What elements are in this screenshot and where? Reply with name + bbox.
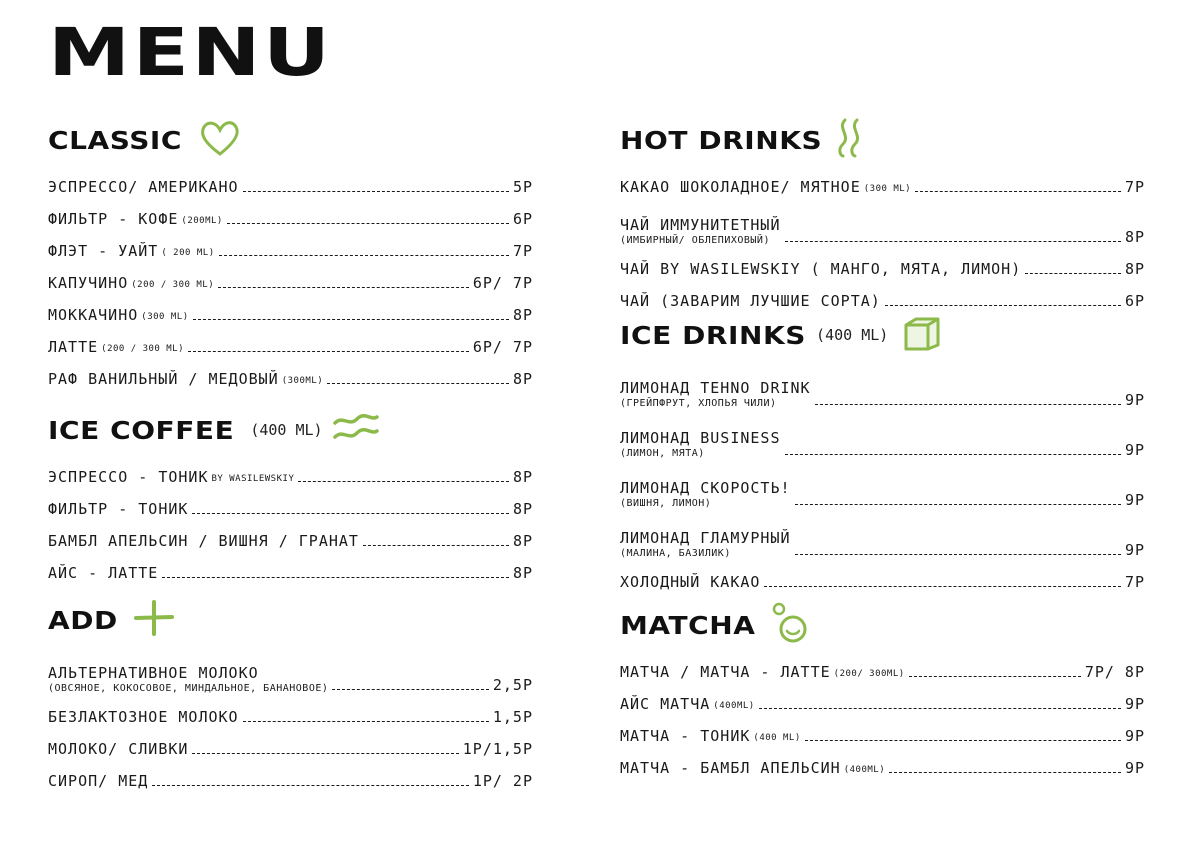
menu-item-price: 8Р [1124, 228, 1145, 246]
menu-item-name: МОЛОКО/ СЛИВКИ [48, 740, 189, 758]
menu-item [620, 713, 1145, 745]
section-ice-drinks [620, 315, 1145, 591]
menu-item-name-row [620, 429, 781, 447]
menu-item [48, 228, 533, 260]
menu-item-name: ФИЛЬТР - КОФЕ [48, 210, 179, 228]
section-header [48, 120, 533, 160]
menu-item-price: 9Р [1124, 441, 1145, 459]
menu-item-name-row [620, 260, 1021, 278]
menu-item-name: ЛИМОНАД BUSINESS [620, 429, 781, 447]
menu-item [620, 278, 1145, 310]
menu-item-price: 6Р/ 7Р [472, 338, 533, 356]
menu-item-name: ЛИМОНАД TEHNO DRINK [620, 379, 811, 397]
menu-item-name: РАФ ВАНИЛЬНЫЙ / МЕДОВЫЙ [48, 370, 279, 388]
menu-item-price: 7Р/ 8Р [1084, 663, 1145, 681]
menu-item-name-row [620, 663, 905, 681]
menu-item-description: (ОВСЯНОЕ, КОКОСОВОЕ, МИНДАЛЬНОЕ, БАНАНОВОЕ) [48, 683, 329, 694]
menu-item-name-row [48, 708, 239, 726]
menu-item-name: ФИЛЬТР - ТОНИК [48, 500, 189, 518]
menu-item-name-row [48, 178, 239, 196]
menu-item-name: АЙС - ЛАТТЕ [48, 564, 159, 582]
section-header [620, 120, 1145, 160]
menu-item-text [620, 292, 881, 310]
section-add [48, 600, 533, 790]
section-header [48, 410, 533, 450]
menu-item-description: (ИМБИРНЫЙ/ ОБЛЕПИХОВЫЙ) [620, 235, 770, 246]
menu-item-name: МАТЧА - ТОНИК [620, 727, 751, 745]
leader-line [805, 740, 1121, 741]
ice-cube-icon [900, 313, 942, 357]
menu-item-text [48, 500, 188, 518]
menu-item-name: ХОЛОДНЫЙ КАКАО [620, 573, 761, 591]
leader-line [218, 287, 469, 288]
menu-item-name-row [620, 573, 760, 591]
section-title: ICE DRINKS [620, 320, 806, 350]
menu-item-text [48, 370, 323, 388]
menu-item-price: 7Р [512, 242, 533, 260]
menu-item [620, 164, 1145, 196]
menu-item-name-row [48, 274, 214, 292]
menu-item-name: ЧАЙ (ЗАВАРИМ ЛУЧШИЕ СОРТА) [620, 292, 881, 310]
leader-line [188, 351, 469, 352]
menu-item-text [620, 663, 905, 681]
menu-item-price: 9Р [1124, 491, 1145, 509]
menu-item-name: ЛАТТЕ [48, 338, 99, 356]
menu-item-volume: (300ML) [281, 376, 324, 386]
menu-item [48, 550, 533, 582]
menu-item-name-row [620, 178, 911, 196]
menu-item [48, 644, 533, 694]
menu-item-volume: (300 ML) [863, 184, 912, 194]
menu-item-name: БЕЗЛАКТОЗНОЕ МОЛОКО [48, 708, 239, 726]
menu-item-price: 9Р [1124, 695, 1145, 713]
menu-item [48, 758, 533, 790]
leader-line [219, 255, 509, 256]
menu-item-name-row [620, 529, 791, 547]
menu-item-volume: (200/ 300ML) [833, 669, 905, 679]
menu-item-price: 9Р [1124, 727, 1145, 745]
menu-item-text [48, 532, 359, 550]
menu-item-text [48, 468, 294, 486]
menu-item-name-row [48, 210, 223, 228]
leader-line [152, 785, 469, 786]
menu-item-name-row [620, 379, 811, 397]
menu-item [620, 359, 1145, 409]
section-matcha [620, 605, 1145, 777]
section-note: (400 ML) [816, 326, 889, 344]
section-title: CLASSIC [48, 125, 183, 155]
menu-item-text [620, 216, 781, 246]
menu-item-name: КАКАО ШОКОЛАДНОЕ/ МЯТНОЕ [620, 178, 861, 196]
leader-line [1025, 273, 1121, 274]
menu-item-text [620, 695, 755, 713]
bubbles-icon [767, 601, 811, 649]
menu-item [620, 459, 1145, 509]
menu-item-text [620, 379, 811, 409]
menu-item-name-row [620, 479, 791, 497]
leader-line [363, 545, 509, 546]
leader-line [162, 577, 509, 578]
menu-item-volume: (200 / 300 ML) [101, 344, 185, 354]
menu-item-name-row [620, 216, 781, 234]
menu-item [48, 292, 533, 324]
leader-line [815, 404, 1121, 405]
leader-line [785, 454, 1121, 455]
leader-line [764, 586, 1121, 587]
menu-item-price: 9Р [1124, 759, 1145, 777]
menu-item-name: ЧАЙ BY WASILEWSKIY ( МАНГО, МЯТА, ЛИМОН) [620, 260, 1022, 278]
menu-item [48, 518, 533, 550]
menu-item [620, 196, 1145, 246]
menu-item-text [48, 338, 184, 356]
menu-item-price: 8Р [1124, 260, 1145, 278]
menu-item-text [620, 529, 791, 559]
menu-item [48, 486, 533, 518]
leader-line [192, 753, 458, 754]
menu-item-name: БАМБЛ АПЕЛЬСИН / ВИШНЯ / ГРАНАТ [48, 532, 359, 550]
menu-item-text [620, 727, 801, 745]
section-hot-drinks [620, 120, 1145, 310]
menu-item-name: ЛИМОНАД СКОРОСТЬ! [620, 479, 791, 497]
leader-line [795, 554, 1121, 555]
menu-item [620, 559, 1145, 591]
leader-line [785, 241, 1121, 242]
section-title: ADD [48, 605, 118, 635]
menu-item [620, 681, 1145, 713]
menu-item-price: 8Р [512, 306, 533, 324]
menu-item-name-row [48, 306, 189, 324]
menu-item-name: МОККАЧИНО [48, 306, 139, 324]
menu-item-text [48, 210, 223, 228]
menu-title: MENU [48, 14, 333, 91]
menu-item [48, 356, 533, 388]
section-header [620, 315, 1145, 355]
menu-item-text [48, 772, 148, 790]
menu-item-name-row [48, 242, 215, 260]
menu-item-price: 8Р [512, 370, 533, 388]
menu-item-name-row [48, 338, 184, 356]
menu-item [620, 246, 1145, 278]
leader-line [298, 481, 509, 482]
menu-item-name-row [48, 564, 158, 582]
menu-item [48, 196, 533, 228]
menu-item-description: (ВИШНЯ, ЛИМОН) [620, 498, 712, 509]
menu-item [48, 454, 533, 486]
section-header [48, 600, 533, 640]
menu-item-name-row [48, 772, 148, 790]
menu-item-price: 1Р/1,5Р [462, 740, 533, 758]
menu-item [48, 694, 533, 726]
menu-item [48, 164, 533, 196]
menu-item-volume: (400 ML) [753, 733, 801, 743]
menu-item [48, 726, 533, 758]
leader-line [327, 383, 509, 384]
menu-item-text [620, 178, 911, 196]
menu-item-name-row [48, 370, 323, 388]
menu-item-name-row [48, 740, 188, 758]
menu-item-name: ФЛЭТ - УАЙТ [48, 242, 159, 260]
menu-item-volume: ( 200 ML) [161, 248, 215, 258]
menu-item [620, 745, 1145, 777]
menu-item-price: 8Р [512, 532, 533, 550]
menu-item-name-row [620, 727, 801, 745]
steam-icon [831, 116, 871, 164]
menu-item-volume: (300 ML) [141, 312, 189, 322]
menu-item-price: 1,5Р [492, 708, 533, 726]
menu-item-name: СИРОП/ МЕД [48, 772, 149, 790]
menu-item-text [48, 564, 158, 582]
leader-line [192, 513, 509, 514]
menu-item-price: 6Р [1124, 292, 1145, 310]
section-title: ICE COFFEE [48, 415, 235, 445]
menu-item-text [620, 479, 791, 509]
leader-line [243, 191, 509, 192]
leader-line [243, 721, 489, 722]
menu-item-name: АЙС МАТЧА [620, 695, 711, 713]
leader-line [795, 504, 1121, 505]
menu-item-name: ЭСПРЕССО/ АМЕРИКАНО [48, 178, 239, 196]
menu-item-price: 8Р [512, 500, 533, 518]
menu-item-volume: (400ML) [713, 701, 755, 711]
leader-line [915, 191, 1121, 192]
section-title: MATCHA [620, 610, 756, 640]
section-classic [48, 120, 533, 388]
menu-item-name: МАТЧА / МАТЧА - ЛАТТЕ [620, 663, 831, 681]
menu-item-name-row [620, 759, 885, 777]
menu-item-text [48, 708, 239, 726]
menu-item [620, 649, 1145, 681]
menu-item-price: 7Р [1124, 573, 1145, 591]
plus-icon [132, 598, 176, 642]
menu-item-price: 9Р [1124, 541, 1145, 559]
menu-item-price: 6Р/ 7Р [472, 274, 533, 292]
menu-item-text [620, 759, 885, 777]
menu-item-price: 7Р [1124, 178, 1145, 196]
section-note: (400 ML) [250, 421, 323, 439]
menu-item-price: 6Р [512, 210, 533, 228]
menu-item [620, 509, 1145, 559]
menu-item-name: ЛИМОНАД ГЛАМУРНЫЙ [620, 529, 791, 547]
menu-item-price: 1Р/ 2Р [472, 772, 533, 790]
menu-item-text [48, 306, 189, 324]
menu-item-text [48, 242, 215, 260]
menu-item-text [620, 260, 1021, 278]
leader-line [332, 689, 488, 690]
heart-icon [198, 118, 242, 162]
menu-item-text [48, 664, 328, 694]
menu-item-text [620, 573, 760, 591]
section-title: HOT DRINKS [620, 125, 823, 155]
leader-line [759, 708, 1121, 709]
menu-item-name-row [48, 532, 359, 550]
leader-line [227, 223, 509, 224]
menu-item-description: (ГРЕЙПФРУТ, ХЛОПЬЯ ЧИЛИ) [620, 398, 777, 409]
leader-line [885, 305, 1121, 306]
menu-item-name-row [48, 664, 328, 682]
menu-item-name-row [48, 468, 294, 486]
menu-item-price: 9Р [1124, 391, 1145, 409]
menu-item-text [48, 178, 239, 196]
menu-item-text [620, 429, 781, 459]
section-ice-coffee [48, 410, 533, 582]
menu-item-price: 5Р [512, 178, 533, 196]
menu-item [48, 324, 533, 356]
menu-item-name: КАПУЧИНО [48, 274, 129, 292]
menu-item-name: ЧАЙ ИММУНИТЕТНЫЙ [620, 216, 781, 234]
leader-line [909, 676, 1081, 677]
menu-item-volume: (200 / 300 ML) [131, 280, 215, 290]
menu-item-volume: (200ML) [181, 216, 223, 226]
menu-item-name-row [48, 500, 188, 518]
section-header [620, 605, 1145, 645]
menu-item-volume: (400ML) [843, 765, 886, 775]
menu-item-name: МАТЧА - БАМБЛ АПЕЛЬСИН [620, 759, 841, 777]
menu-item-price: 8Р [512, 564, 533, 582]
menu-item-text [48, 740, 188, 758]
menu-item [48, 260, 533, 292]
menu-item-name: АЛЬТЕРНАТИВНОЕ МОЛОКО [48, 664, 259, 682]
menu-item-name-row [620, 695, 755, 713]
menu-item-price: 8Р [512, 468, 533, 486]
menu-item-name-row [620, 292, 881, 310]
menu-item [620, 409, 1145, 459]
leader-line [889, 772, 1121, 773]
leader-line [193, 319, 509, 320]
menu-item-price: 2,5Р [492, 676, 533, 694]
menu-item-name: ЭСПРЕССО - ТОНИК [48, 468, 209, 486]
wave-icon [331, 409, 381, 451]
menu-item-text [48, 274, 214, 292]
menu-item-description: (МАЛИНА, БАЗИЛИК) [620, 548, 731, 559]
menu-item-description: (ЛИМОН, МЯТА) [620, 448, 705, 459]
menu-item-volume: BY WASILEWSKIY [211, 474, 295, 484]
